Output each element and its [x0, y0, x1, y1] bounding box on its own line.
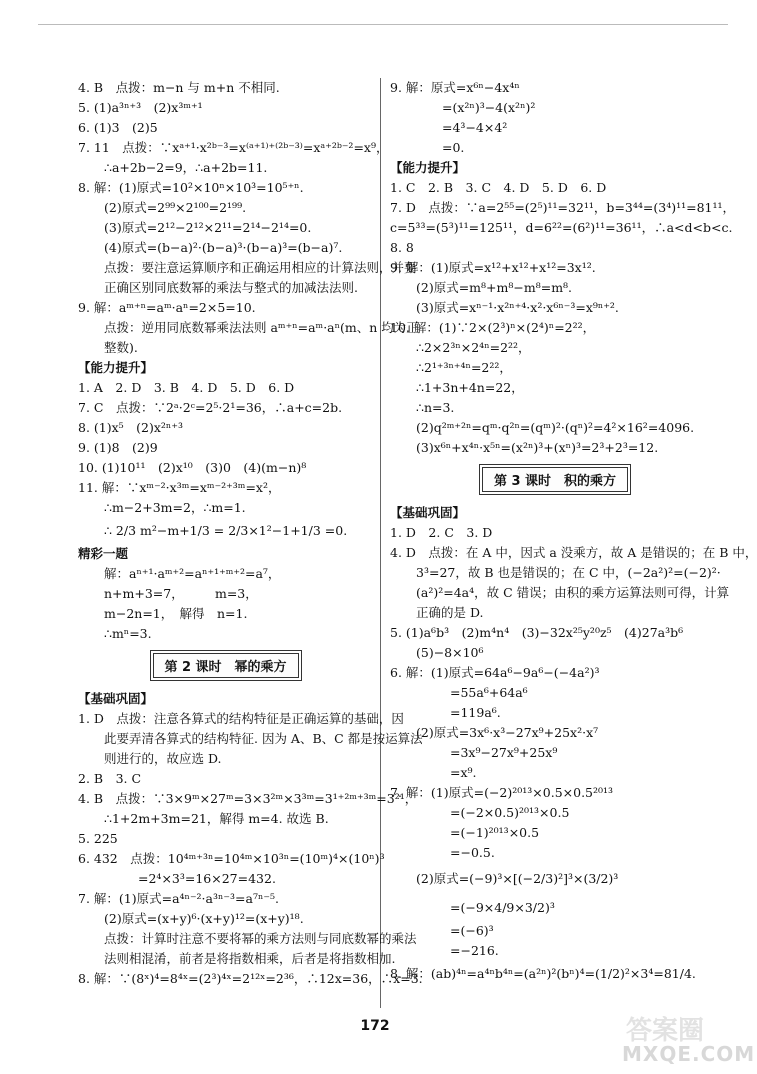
answer-line: =(−9×4/9×3/2)³ [450, 900, 555, 915]
answer-line: (3)x⁶ⁿ+x⁴ⁿ·x⁵ⁿ=(x²ⁿ)³+(xⁿ)³=2³+2³=12. [416, 440, 659, 455]
answer-line: 8. 解：(1)原式=10²×10ⁿ×10³=10⁵⁺ⁿ. [78, 180, 304, 195]
answer-line: 7. D 点拨：∵a=2⁵⁵=(2⁵)¹¹=32¹¹，b=3⁴⁴=(3⁴)¹¹=81¹¹， [390, 200, 736, 215]
answer-line: =−216. [450, 943, 499, 958]
answer-line: 8. 解：(ab)⁴ⁿ=a⁴ⁿb⁴ⁿ=(a²ⁿ)²(bⁿ)⁴=(1/2)²×3⁴=81/4. [390, 966, 696, 981]
answer-line: 4. B 点拨：∵3×9ᵐ×27ᵐ=3×3²ᵐ×3³ᵐ=3¹⁺²ᵐ⁺³ᵐ=3²¹， [78, 791, 418, 806]
answer-line: (2)原式=(−9)³×[(−2/3)²]³×(3/2)³ [416, 871, 619, 886]
answer-line: (3)原式=2¹²−2¹²×2¹¹=2¹⁴−2¹⁴=0. [104, 220, 312, 235]
answer-line: ∴1+2m+3m=21，解得 m=4. 故选 B. [104, 811, 329, 826]
section-heading: 【能力提升】 [78, 360, 154, 375]
answer-line: =(−2×0.5)²⁰¹³×0.5 [450, 805, 570, 820]
answer-line: 正确区别同底数幂的乘法与整式的加减法法则. [104, 280, 358, 295]
answer-line: 5. (1)a⁶b³ (2)m⁴n⁴ (3)−32x²⁵y²⁰z⁵ (4)27a³b⁶ [390, 625, 684, 640]
answer-line: 5. (1)a³ⁿ⁺³ (2)x³ᵐ⁺¹ [78, 100, 203, 115]
answer-line: (3)原式=xⁿ⁻¹·x²ⁿ⁺⁴·x²·x⁶ⁿ⁻³=x⁹ⁿ⁺². [416, 300, 619, 315]
right-column [390, 78, 757, 987]
answer-line: (2)原式=3x⁶·x³−27x⁹+25x²·x⁷ [416, 725, 599, 740]
answer-line: 10. 解：(1)∵2×(2³)ⁿ×(2⁴)ⁿ=2²²， [390, 320, 596, 335]
answer-line: c=5³³=(5³)¹¹=125¹¹，d=6²²=(6²)¹¹=36¹¹，∴a<d<b<c. [390, 220, 733, 235]
answer-line: =119a⁶. [450, 705, 501, 720]
answer-line: =4³−4×4² [442, 120, 508, 135]
answer-line: 9. 解：(1)原式=x¹²+x¹²+x¹²=3x¹². [390, 260, 596, 275]
watermark-url: MXQE.COM [622, 1042, 756, 1066]
answer-line: 点拨：逆用同底数幂乘法法则 aᵐ⁺ⁿ=aᵐ·aⁿ(m、n 均为正 [104, 320, 419, 335]
answer-line: 6. 解：(1)原式=64a⁶−9a⁶−(−4a²)³ [390, 665, 600, 680]
section-heading: 【基础巩固】 [78, 691, 154, 706]
answer-line: 点拨：要注意运算顺序和正确运用相应的计算法则，并要 [104, 260, 417, 275]
answer-line: =(−1)²⁰¹³×0.5 [450, 825, 540, 840]
answer-line: 正确的是 D. [416, 605, 484, 620]
top-rule [38, 24, 728, 25]
answer-line: 7. C 点拨：∵2ᵃ·2ᶜ=2⁵·2¹=36，∴a+c=2b. [78, 400, 343, 415]
page-number: 172 [360, 1018, 390, 1034]
answer-line: (2)原式=m⁸+m⁸−m⁸=m⁸. [416, 280, 573, 295]
section-heading: 【能力提升】 [390, 160, 466, 175]
answer-line: ∴2¹⁺³ⁿ⁺⁴ⁿ=2²²， [416, 360, 512, 375]
answer-line: 8. 解：∵(8ˣ)⁴=8⁴ˣ=(2³)⁴ˣ=2¹²ˣ=2³⁶，∴12x=36，∴x=3. [78, 971, 423, 986]
answer-line: 1. D 点拨：注意各算式的结构特征是正确运算的基础，因 [78, 711, 404, 726]
answer-line: 7. 11 点拨：∵xᵃ⁺¹·x²ᵇ⁻³=x⁽ᵃ⁺¹⁾⁺⁽²ᵇ⁻³⁾=xᵃ⁺²ᵇ⁻²=x⁹， [78, 140, 389, 155]
answer-line: (a²)²=4a⁴，故 C 错误；由积的乘方运算法则可得，计算 [416, 585, 730, 600]
watermark-logo: 答案圈 [626, 1016, 705, 1046]
answer-line: 8. (1)x⁵ (2)x²ⁿ⁺³ [78, 420, 183, 435]
answer-line: =2⁴×3³=16×27=432. [138, 871, 276, 886]
answer-line: ∴2×2³ⁿ×2⁴ⁿ=2²²， [416, 340, 531, 355]
answer-line: 1. A 2. D 3. B 4. D 5. D 6. D [78, 380, 295, 395]
column-divider [380, 78, 381, 1008]
answer-line: 4. D 点拨：在 A 中，因式 a 没乘方，故 A 是错误的；在 B 中， [390, 545, 757, 560]
answer-line: ∴ 2/3 m²−m+1/3 = 2/3×1²−1+1/3 =0. [104, 523, 348, 538]
answer-line: =(x²ⁿ)³−4(x²ⁿ)² [442, 100, 536, 115]
answer-line: (2)原式=2⁹⁹×2¹⁰⁰=2¹⁹⁹. [104, 200, 247, 215]
answer-line: 9. 解：原式=x⁶ⁿ−4x⁴ⁿ [390, 80, 520, 95]
lesson-2-title: 第 2 课时 幂的乘方 [150, 650, 302, 681]
answer-line: (2)q²ᵐ⁺²ⁿ=qᵐ·q²ⁿ=(qᵐ)²·(qⁿ)²=4²×16²=4096. [416, 420, 695, 435]
answer-line: 10. (1)10¹¹ (2)x¹⁰ (3)0 (4)(m−n)⁸ [78, 460, 307, 475]
answer-line: ∴n=3. [416, 400, 455, 415]
answer-line: ∴mⁿ=3. [104, 626, 152, 641]
answer-line: 8. 8 [390, 240, 414, 255]
answer-line: 7. 解：(1)原式=a⁴ⁿ⁻²·a³ⁿ⁻³=a⁷ⁿ⁻⁵. [78, 891, 279, 906]
answer-line: 则进行的，故应选 D. [104, 751, 222, 766]
answer-line: 1. D 2. C 3. D [390, 525, 493, 540]
answer-line: m−2n=1， 解得 n=1. [104, 606, 248, 621]
answer-line: ∴1+3n+4n=22， [416, 380, 524, 395]
answer-line: =0. [442, 140, 465, 155]
answer-line: =−0.5. [450, 845, 495, 860]
section-heading: 【基础巩固】 [390, 505, 466, 520]
answer-line: n+m+3=7， m=3， [104, 586, 258, 601]
answer-line: 解：aⁿ⁺¹·aᵐ⁺²=aⁿ⁺¹⁺ᵐ⁺²=a⁷， [104, 566, 281, 581]
answer-line: 此要弄清各算式的结构特征. 因为 A、B、C 都是按运算法 [104, 731, 423, 746]
answer-line: =(−6)³ [450, 923, 494, 938]
section-heading: 精彩一题 [78, 546, 129, 561]
answer-line: (2)原式=(x+y)⁶·(x+y)¹²=(x+y)¹⁸. [104, 911, 304, 926]
answer-line: (4)原式=(b−a)²·(b−a)³·(b−a)³=(b−a)⁷. [104, 240, 343, 255]
answer-line: ∴m−2+3m=2，∴m=1. [104, 500, 246, 515]
answer-line: 9. 解：aᵐ⁺ⁿ=aᵐ·aⁿ=2×5=10. [78, 300, 256, 315]
answer-line: 7. 解：(1)原式=(−2)²⁰¹³×0.5×0.5²⁰¹³ [390, 785, 614, 800]
answer-line: 法则相混淆，前者是将指数相乘，后者是将指数相加. [104, 951, 396, 966]
answer-line: ∴a+2b−2=9，∴a+2b=11. [104, 160, 268, 175]
answer-line: 9. (1)8 (2)9 [78, 440, 158, 455]
answer-line: =55a⁶+64a⁶ [450, 685, 528, 700]
answer-line: 6. (1)3 (2)5 [78, 120, 158, 135]
answer-line: 2. B 3. C [78, 771, 142, 786]
answer-line: 1. C 2. B 3. C 4. D 5. D 6. D [390, 180, 607, 195]
answer-line: 6. 432 点拨：10⁴ᵐ⁺³ⁿ=10⁴ᵐ×10³ⁿ=(10ᵐ)⁴×(10ⁿ)³ [78, 851, 385, 866]
answer-line: =3x⁹−27x⁹+25x⁹ [450, 745, 558, 760]
answer-line: 5. 225 [78, 831, 118, 846]
answer-line: =x⁹. [450, 765, 477, 780]
lesson-3-title: 第 3 课时 积的乘方 [479, 464, 631, 495]
answer-line: (5)−8×10⁶ [416, 645, 484, 660]
answer-line: 3³=27，故 B 也是错误的；在 C 中，(−2a²)²=(−2)²· [416, 565, 721, 580]
answer-line: 整数). [104, 340, 138, 355]
answer-line: 11. 解：∵xᵐ⁻²·x³ᵐ=xᵐ⁻²⁺³ᵐ=x²， [78, 480, 281, 495]
answer-line: 4. B 点拨：m−n 与 m+n 不相同. [78, 80, 280, 95]
answer-line: 点拨：计算时注意不要将幂的乘方法则与同底数幂的乘法 [104, 931, 417, 946]
